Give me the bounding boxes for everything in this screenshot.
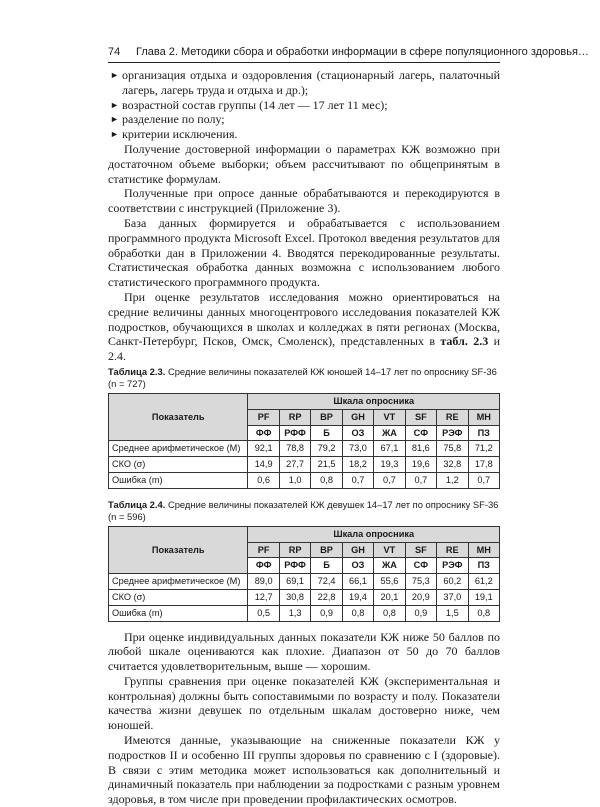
value-cell: 14,9 (248, 457, 279, 473)
code-cell: RE (437, 542, 468, 558)
value-cell: 1,0 (279, 472, 310, 488)
value-cell: 32,8 (437, 457, 468, 473)
row-label: Ошибка (m) (109, 605, 248, 621)
value-cell: 1,3 (279, 605, 310, 621)
chapter-title: Глава 2. Методики сбора и обработки информации в сфере популяционного здоровья… (136, 46, 589, 58)
value-cell: 0,5 (248, 605, 279, 621)
bullet-text: организация отдыха и оздоровления (стационарный лагерь, палаточный лагерь, лагерь труда и отдыха и др.); (122, 68, 500, 97)
table-caption (108, 366, 500, 390)
table-row (109, 605, 500, 621)
table-row (109, 589, 500, 605)
value-cell: 55,6 (374, 574, 405, 590)
value-cell: 0,7 (374, 472, 405, 488)
value-cell: 0,8 (468, 605, 499, 621)
value-cell: 1,5 (437, 605, 468, 621)
value-cell: 19,1 (468, 589, 499, 605)
code-cell: VT (374, 409, 405, 425)
list-item (108, 68, 500, 98)
code-cell: Б (311, 425, 342, 441)
table-caption-label: Таблица 2.4. (108, 498, 166, 510)
value-cell: 1,2 (437, 472, 468, 488)
triangle-bullet-icon: ► (110, 114, 119, 125)
page-body (108, 68, 500, 807)
data-table-girls (108, 526, 500, 622)
value-cell: 12,7 (248, 589, 279, 605)
value-cell: 92,1 (248, 441, 279, 457)
scale-header: Шкала опросника (248, 526, 500, 542)
value-cell: 20,1 (374, 589, 405, 605)
value-cell: 0,6 (248, 472, 279, 488)
row-label: СКО (σ) (109, 589, 248, 605)
value-cell: 0,8 (311, 472, 342, 488)
table-caption (108, 499, 500, 523)
paragraph-text: При оценке результатов исследования можно ориентироваться на средние величины данных многоцентрового исследования показателей КЖ подростков, обучающихся в школах и колледжах в пяти регионах (Москва, Санкт-Петербург, Псков, Омск, Смоленск), представленных в (108, 289, 500, 349)
row-label: Среднее арифметическое (M) (109, 574, 248, 590)
value-cell: 0,7 (405, 472, 436, 488)
code-cell: RE (437, 409, 468, 425)
value-cell: 0,8 (342, 605, 373, 621)
value-cell: 61,2 (468, 574, 499, 590)
value-cell: 37,0 (437, 589, 468, 605)
value-cell: 75,3 (405, 574, 436, 590)
running-header (108, 44, 589, 62)
value-cell: 78,8 (279, 441, 310, 457)
table-caption-text: Средние величины показателей КЖ юношей 14–17 лет по опроснику SF-36 (n = 727) (108, 365, 497, 389)
value-cell: 81,6 (405, 441, 436, 457)
paragraph: Полученные при опросе данные обрабатываются и перекодируются в соответствии с инструкцией (Приложение 3). (108, 186, 500, 216)
code-cell: ФФ (248, 425, 279, 441)
value-cell: 20,9 (405, 589, 436, 605)
value-cell: 19,6 (405, 457, 436, 473)
page-number: 74 (108, 46, 121, 58)
value-cell: 73,0 (342, 441, 373, 457)
value-cell: 67,1 (374, 441, 405, 457)
data-table-boys (108, 393, 500, 489)
triangle-bullet-icon: ► (110, 129, 119, 140)
code-cell: РФФ (279, 425, 310, 441)
scale-header: Шкала опросника (248, 393, 500, 409)
code-cell: VT (374, 542, 405, 558)
code-cell: ОЗ (342, 558, 373, 574)
code-cell: SF (405, 409, 436, 425)
paragraph-text-end: и 2.4. (108, 334, 501, 364)
table-row (109, 457, 500, 473)
spacer (108, 622, 500, 630)
table-reference: табл. 2.3 (440, 334, 489, 349)
value-cell: 22,8 (311, 589, 342, 605)
code-cell: Б (311, 558, 342, 574)
code-cell: PF (248, 542, 279, 558)
value-cell: 19,4 (342, 589, 373, 605)
paragraph: Имеются данные, указывающие на сниженные показатели КЖ у подростков II и особенно III группы здоровья по сравнению с I (здоровые). В связи с этим методика может использоваться как дополнительный и динамичный показатель при наблюдении за подростками с разным уровнем здоровья, в том числе при проведении профилактических осмотров. (108, 733, 500, 807)
header-rule (108, 62, 500, 63)
column-header: Показатель (109, 393, 248, 440)
code-cell: ПЗ (468, 558, 499, 574)
code-cell: MH (468, 409, 499, 425)
value-cell: 27,7 (279, 457, 310, 473)
value-cell: 72,4 (311, 574, 342, 590)
bullet-text: возрастной состав группы (14 лет — 17 лет 11 мес); (122, 97, 388, 112)
value-cell: 0,9 (311, 605, 342, 621)
paragraph-with-ref (108, 290, 500, 364)
value-cell: 71,2 (468, 441, 499, 457)
code-cell: ЖА (374, 425, 405, 441)
code-cell: РФФ (279, 558, 310, 574)
value-cell: 0,9 (405, 605, 436, 621)
value-cell: 89,0 (248, 574, 279, 590)
table-row (109, 441, 500, 457)
value-cell: 18,2 (342, 457, 373, 473)
bullet-text: критерии исключения. (122, 127, 238, 142)
triangle-bullet-icon: ► (110, 70, 119, 80)
spacer (108, 489, 500, 497)
row-label: Ошибка (m) (109, 472, 248, 488)
bullet-list (108, 68, 500, 142)
code-cell: BP (311, 409, 342, 425)
value-cell: 0,7 (342, 472, 373, 488)
value-cell: 60,2 (437, 574, 468, 590)
list-item (108, 98, 500, 113)
code-cell: ПЗ (468, 425, 499, 441)
value-cell: 0,8 (374, 605, 405, 621)
code-cell: ОЗ (342, 425, 373, 441)
value-cell: 19,3 (374, 457, 405, 473)
table-caption-label: Таблица 2.3. (108, 365, 166, 377)
paragraph: Группы сравнения при оценке показателей КЖ (экспериментальная и контрольная) должны быть сопоставимыми по возрасту и полу. Показатели качества жизни девушек по отдельным шкалам достоверно ниже, чем юношей. (108, 673, 500, 733)
code-cell: GH (342, 409, 373, 425)
code-cell: MH (468, 542, 499, 558)
value-cell: 79,2 (311, 441, 342, 457)
table-row (109, 574, 500, 590)
code-cell: GH (342, 542, 373, 558)
table-row (109, 472, 500, 488)
code-cell: СФ (405, 558, 436, 574)
triangle-bullet-icon: ► (110, 99, 119, 110)
list-item (108, 112, 500, 127)
code-cell: RP (279, 542, 310, 558)
code-cell: ФФ (248, 558, 279, 574)
paragraph: При оценке индивидуальных данных показатели КЖ ниже 50 баллов по любой шкале оцениваются как плохие. Диапазон от 50 до 70 баллов считается удовлетворительным, выше — хорошим. (108, 629, 500, 674)
value-cell: 21,5 (311, 457, 342, 473)
value-cell: 69,1 (279, 574, 310, 590)
code-cell: ЖА (374, 558, 405, 574)
code-cell: СФ (405, 425, 436, 441)
row-label: Среднее арифметическое (M) (109, 441, 248, 457)
paragraph: База данных формируется и обрабатывается с использованием программного продукта Microsoft Excel. Протокол введения результатов для обработки дан в Приложении 4. Вводятся перекодированные результаты. Статистическая обработка данных возможна с использованием любого статистического программного продукта. (108, 215, 500, 290)
paragraph: Получение достоверной информации о параметрах КЖ возможно при достаточном объеме выборки; объем рассчитывают по общепринятым в статистике формулам. (108, 141, 500, 186)
code-cell: SF (405, 542, 436, 558)
list-item (108, 127, 500, 142)
column-header: Показатель (109, 526, 248, 573)
value-cell: 75,8 (437, 441, 468, 457)
bullet-text: разделение по полу; (122, 112, 225, 127)
table-caption-text: Средние величины показателей КЖ девушек 14–17 лет по опроснику SF-36 (n = 596) (108, 498, 499, 522)
row-label: СКО (σ) (109, 457, 248, 473)
code-cell: РЭФ (437, 425, 468, 441)
value-cell: 66,1 (342, 574, 373, 590)
code-cell: BP (311, 542, 342, 558)
value-cell: 0,7 (468, 472, 499, 488)
value-cell: 17,8 (468, 457, 499, 473)
value-cell: 30,8 (279, 589, 310, 605)
code-cell: RP (279, 409, 310, 425)
code-cell: РЭФ (437, 558, 468, 574)
code-cell: PF (248, 409, 279, 425)
